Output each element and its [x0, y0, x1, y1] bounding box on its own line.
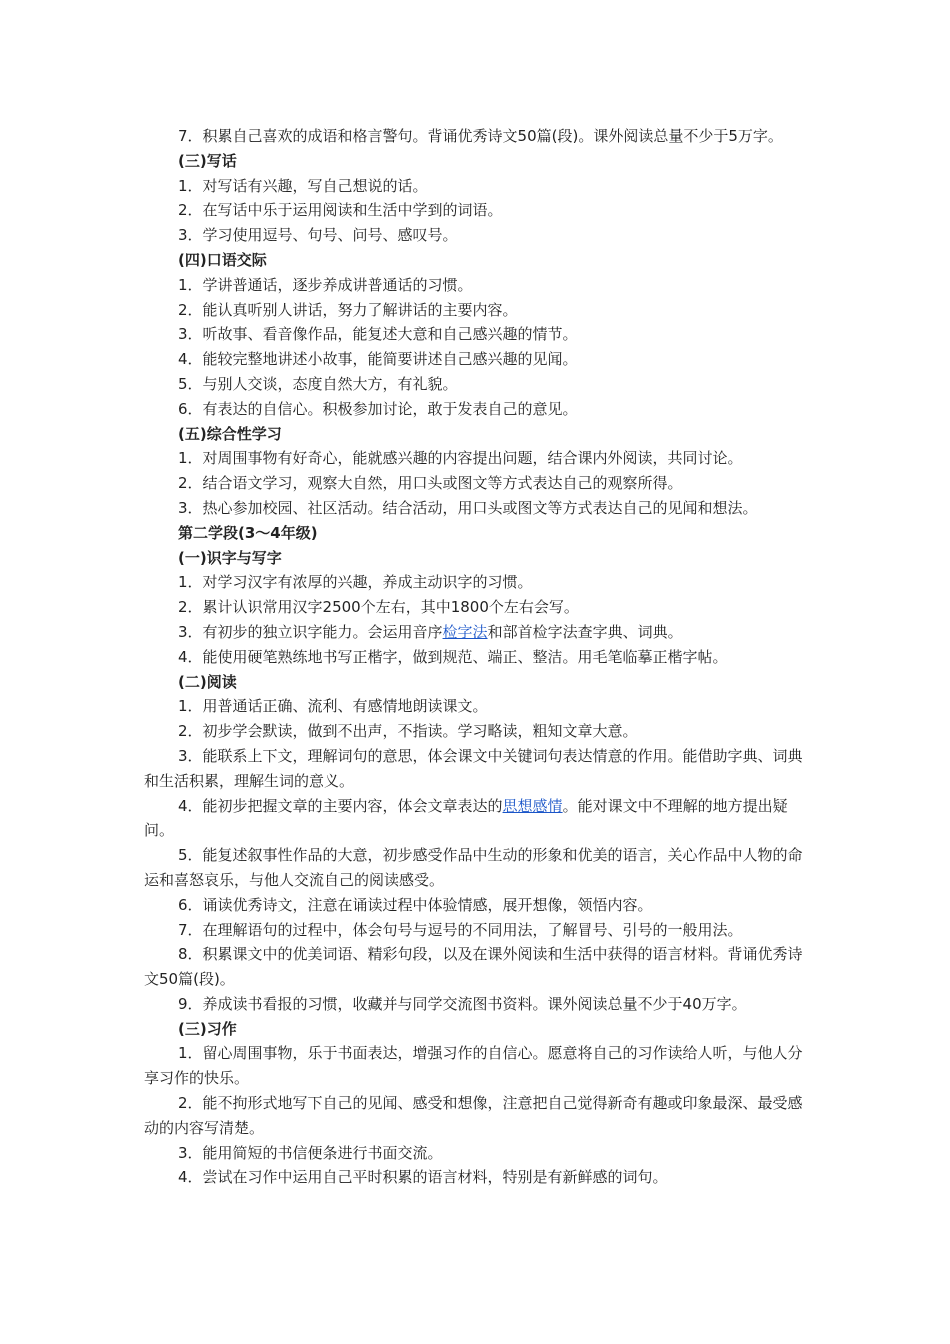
paragraph-item: 5．与别人交谈，态度自然大方，有礼貌。: [178, 374, 458, 393]
paragraph-text: 和部首检字法查字典、词典。: [487, 622, 683, 641]
paragraph-item: 8．积累课文中的优美词语、精彩句段，以及在课外阅读和生活中获得的语言材料。背诵优秀诗文50篇(段)。: [144, 945, 803, 989]
inline-link[interactable]: 检字法: [442, 622, 488, 641]
paragraph-item: 1．学讲普通话，逐步养成讲普通话的习惯。: [178, 275, 473, 294]
paragraph-item: 1．对写话有兴趣，写自己想说的话。: [178, 176, 428, 195]
paragraph-item: 1．留心周围事物，乐于书面表达，增强习作的自信心。愿意将自己的习作读给人听，与他人分享习作的快乐。: [144, 1044, 803, 1088]
inline-link[interactable]: 思想感情: [502, 796, 563, 815]
paragraph-item: 3．听故事、看音像作品，能复述大意和自己感兴趣的情节。: [178, 325, 578, 344]
paragraph-text: 4．能初步把握文章的主要内容，体会文章表达的: [178, 796, 503, 815]
paragraph-item: 4．能使用硬笔熟练地书写正楷字，做到规范、端正、整洁。用毛笔临摹正楷字帖。: [178, 647, 728, 666]
document-page: [144, 124, 814, 1190]
paragraph-item: 2．累计认识常用汉字2500个左右，其中1800个左右会写。: [178, 598, 579, 617]
paragraph-item: 2．能认真听别人讲话，努力了解讲话的主要内容。: [178, 300, 518, 319]
paragraph-item: 4．能较完整地讲述小故事，能简要讲述自己感兴趣的见闻。: [178, 350, 578, 369]
paragraph-item: 6．诵读优秀诗文，注意在诵读过程中体验情感，展开想像，领悟内容。: [178, 895, 653, 914]
paragraph-item: 2．初步学会默读，做到不出声，不指读。学习略读，粗知文章大意。: [178, 722, 638, 741]
paragraph-item: 3．能用简短的书信便条进行书面交流。: [178, 1143, 443, 1162]
paragraph-item: 2．能不拘形式地写下自己的见闻、感受和想像，注意把自己觉得新奇有趣或印象最深、最受感动的内容写清楚。: [144, 1094, 803, 1137]
section-heading: (二)阅读: [178, 672, 237, 691]
section-heading: (一)识字与写字: [178, 548, 282, 567]
section-heading: (三)写话: [178, 151, 237, 170]
paragraph-item: 1．对周围事物有好奇心，能就感兴趣的内容提出问题，结合课内外阅读，共同讨论。: [178, 449, 743, 468]
paragraph-item: [144, 620, 814, 645]
paragraph-text: 3．有初步的独立识字能力。会运用音序: [178, 622, 443, 641]
paragraph-item: 5．能复述叙事性作品的大意，初步感受作品中生动的形象和优美的语言，关心作品中人物的命运和喜怒哀乐，与他人交流自己的阅读感受。: [144, 846, 803, 889]
section-heading: (三)习作: [178, 1019, 237, 1038]
paragraph-item: 7．积累自己喜欢的成语和格言警句。背诵优秀诗文50篇(段)。课外阅读总量不少于5万字。: [178, 127, 783, 145]
paragraph-item: 6．有表达的自信心。积极参加讨论，敢于发表自己的意见。: [178, 399, 578, 418]
paragraph-item: 3．能联系上下文，理解词句的意思，体会课文中关键词句表达情意的作用。能借助字典、词典和生活积累，理解生词的意义。: [144, 746, 803, 790]
paragraph-item: 7．在理解语句的过程中，体会句号与逗号的不同用法，了解冒号、引号的一般用法。: [178, 920, 743, 939]
section-heading: (五)综合性学习: [178, 424, 282, 443]
paragraph-item: [144, 794, 814, 844]
paragraph-item: 3．热心参加校园、社区活动。结合活动，用口头或图文等方式表达自己的见闻和想法。: [178, 498, 758, 517]
paragraph-item: 9．养成读书看报的习惯，收藏并与同学交流图书资料。课外阅读总量不少于40万字。: [178, 994, 747, 1013]
paragraph-item: 2．结合语文学习，观察大自然，用口头或图文等方式表达自己的观察所得。: [178, 474, 683, 493]
section-heading: 第二学段(3～4年级): [178, 523, 318, 542]
paragraph-item: 2．在写话中乐于运用阅读和生活中学到的词语。: [178, 201, 503, 220]
paragraph-item: 1．对学习汉字有浓厚的兴趣，养成主动识字的习惯。: [178, 573, 533, 592]
paragraph-item: 4．尝试在习作中运用自己平时积累的语言材料，特别是有新鲜感的词句。: [178, 1168, 668, 1187]
paragraph-item: 1．用普通话正确、流利、有感情地朗读课文。: [178, 697, 488, 716]
paragraph-item: 3．学习使用逗号、句号、问号、感叹号。: [178, 226, 458, 245]
paragraph-text: 。能对课文中不理解的地方提出疑问。: [144, 796, 788, 840]
section-heading: (四)口语交际: [178, 250, 267, 269]
